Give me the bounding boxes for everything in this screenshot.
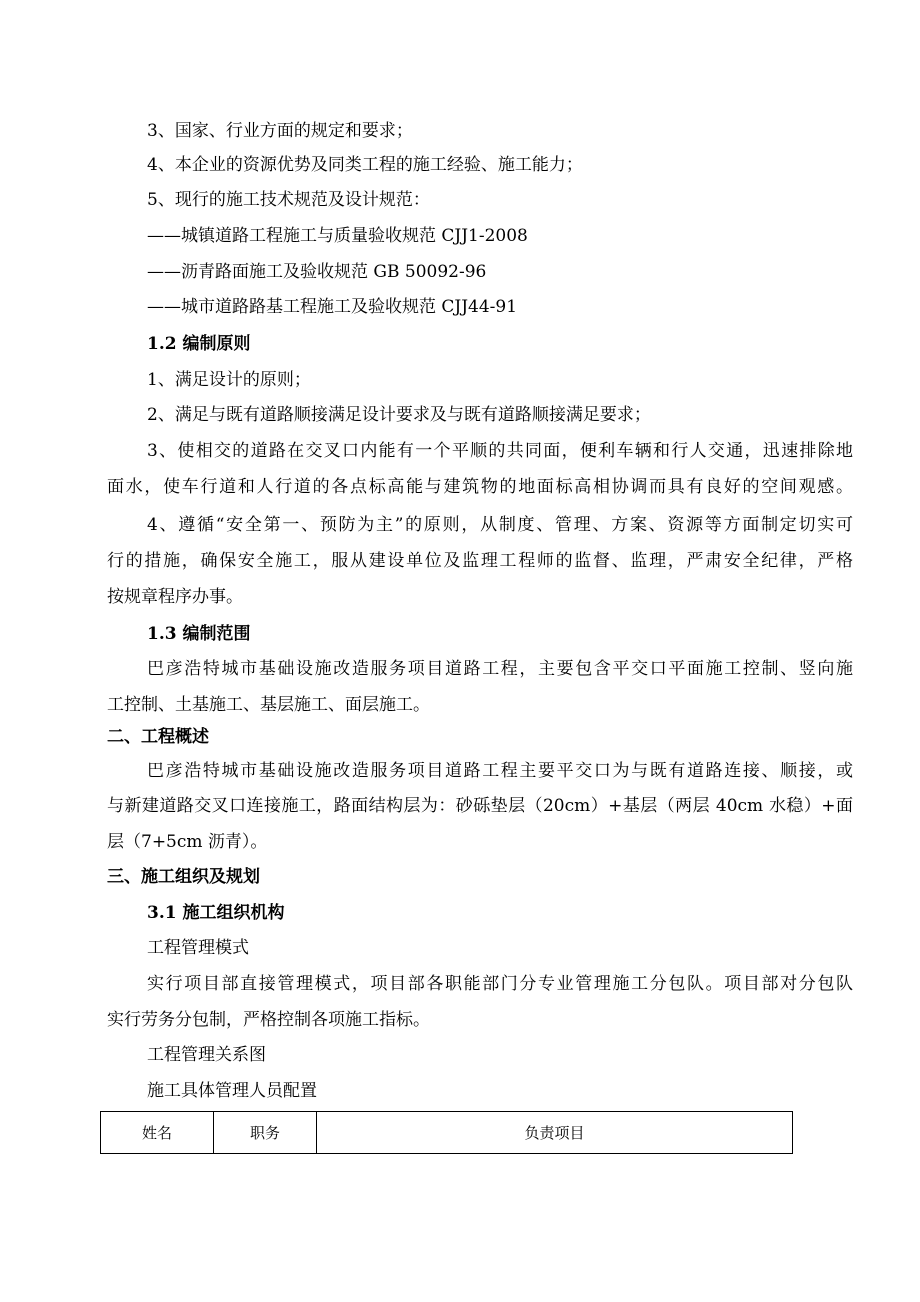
- basis-item-5: 5、现行的施工技术规范及设计规范：: [147, 190, 430, 210]
- basis-item-3: 3、国家、行业方面的规定和要求；: [147, 121, 413, 141]
- subsection-heading-org-structure: 3.1 施工组织机构: [147, 903, 285, 923]
- principle-2: 2、满足与既有道路顺接满足设计要求及与既有道路顺接满足要求；: [147, 405, 651, 425]
- principle-4-line-3: 按规章程序办事。: [107, 587, 243, 607]
- management-mode-line-1: 实行项目部直接管理模式，项目部各职能部门分专业管理施工分包队。项目部对分包队: [147, 974, 853, 994]
- header-position: 职务: [214, 1112, 317, 1154]
- overview-line-2: 与新建道路交叉口连接施工，路面结构层为：砂砾垫层（20cm）+基层（两层 40cm 水稳）+面: [107, 796, 853, 816]
- header-name: 姓名: [101, 1112, 214, 1154]
- header-responsibility: 负责项目: [317, 1112, 793, 1154]
- management-mode-title: 工程管理模式: [147, 938, 249, 958]
- management-mode-line-2: 实行劳务分包制，严格控制各项施工指标。: [107, 1010, 430, 1030]
- section-heading-overview: 二、工程概述: [107, 727, 209, 747]
- scope-line-1: 巴彦浩特城市基础设施改造服务项目道路工程，主要包含平交口平面施工控制、竖向施: [147, 659, 853, 679]
- spec-gb50092: ——沥青路面施工及验收规范 GB 50092-96: [147, 262, 487, 282]
- spec-cjj44: ——城市道路路基工程施工及验收规范 CJJ44-91: [147, 297, 518, 317]
- principle-3-line-2: 面水，使车行道和人行道的各点标高能与建筑物的地面标高相协调而具有良好的空间观感。: [107, 477, 853, 497]
- overview-line-3: 层（7+5cm 沥青）。: [107, 832, 268, 852]
- section-heading-scope: 1.3 编制范围: [147, 624, 251, 644]
- principle-4-line-1: 4、遵循“安全第一、预防为主”的原则，从制度、管理、方案、资源等方面制定切实可: [147, 515, 853, 535]
- staff-table: [100, 1111, 793, 1154]
- principle-1: 1、满足设计的原则；: [147, 370, 311, 390]
- section-heading-organization: 三、施工组织及规划: [107, 867, 260, 887]
- scope-line-2: 工控制、土基施工、基层施工、面层施工。: [107, 695, 430, 715]
- spec-cjj1: ——城镇道路工程施工与质量验收规范 CJJ1-2008: [147, 226, 528, 246]
- principle-3-line-1: 3、使相交的道路在交叉口内能有一个平顺的共同面，便利车辆和行人交通，迅速排除地: [147, 441, 853, 461]
- management-relation-title: 工程管理关系图: [147, 1045, 266, 1065]
- basis-item-4: 4、本企业的资源优势及同类工程的施工经验、施工能力；: [147, 155, 583, 175]
- staff-config-title: 施工具体管理人员配置: [147, 1081, 317, 1101]
- table-header-row: [101, 1112, 793, 1154]
- principle-4-line-2: 行的措施，确保安全施工，服从建设单位及监理工程师的监督、监理，严肃安全纪律，严格: [107, 551, 853, 571]
- section-heading-principles: 1.2 编制原则: [147, 334, 251, 354]
- overview-line-1: 巴彦浩特城市基础设施改造服务项目道路工程主要平交口为与既有道路连接、顺接，或: [147, 761, 853, 781]
